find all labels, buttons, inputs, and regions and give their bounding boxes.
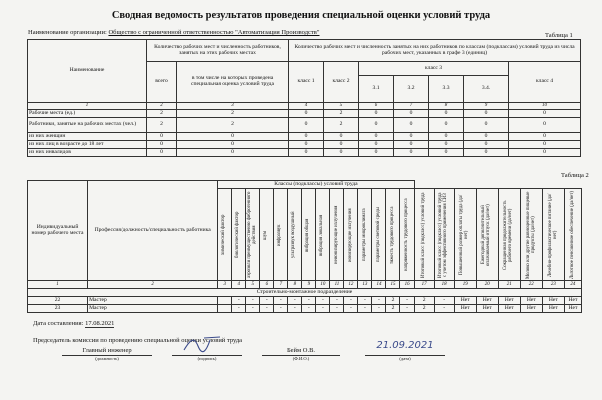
t2-col-number-17: 17 — [414, 281, 434, 289]
t1-cell: 0 — [394, 149, 429, 157]
t2-factor-header-22: Молоко или другие равноценные пищевые продукты (да/нет) — [520, 189, 542, 281]
t2-factor-header-16: напряженность трудового процесса — [400, 189, 414, 281]
t2-factor-header-3: химический фактор — [218, 189, 232, 281]
t1-row-name: из них лиц в возрасте до 18 лет — [28, 141, 147, 149]
t2-cell: - — [232, 305, 246, 313]
t2-col-number-1: 1 — [28, 281, 88, 289]
t2-factor-header-8: ультразвук воздушный — [288, 189, 302, 281]
t2-col-number-4: 4 — [232, 281, 246, 289]
t1-cell: 0 — [289, 110, 324, 118]
t1-cell: 2 — [324, 110, 359, 118]
signature-mark — [180, 334, 230, 356]
t2-factor-header-12: ионизирующие излучения — [344, 189, 358, 281]
t2-factor-header-13: параметры микроклимата — [358, 189, 372, 281]
t2-cell: - — [302, 305, 316, 313]
t2-workplace-id: 23 — [28, 305, 88, 313]
t2-col-number-2: 2 — [88, 281, 218, 289]
t1-cell: 0 — [509, 110, 581, 118]
t1-cell: 0 — [394, 141, 429, 149]
t1-body — [28, 110, 581, 157]
t2-col-number-22: 22 — [520, 281, 542, 289]
t1-cell: 0 — [289, 141, 324, 149]
t1-cell: 0 — [429, 133, 464, 141]
t2-cell: Нет — [564, 297, 581, 305]
t1-row-name: Рабочие места (ед.) — [28, 110, 147, 118]
t1-cell: 0 — [464, 110, 509, 118]
t2-factor-header-18: Итоговый класс (подкласс) условий труда с учетом эффективного применения СИЗ — [434, 189, 454, 281]
t1-header-class4: класс 4 — [509, 62, 581, 103]
t2-cell: - — [434, 297, 454, 305]
t1-cell: 0 — [177, 133, 289, 141]
t1-header-3-4: 3.4. — [464, 76, 509, 103]
t1-cell: 2 — [177, 118, 289, 133]
t1-cell: 0 — [289, 149, 324, 157]
t1-cell: 0 — [289, 133, 324, 141]
t1-cell: 0 — [509, 118, 581, 133]
t2-col-number-19: 19 — [454, 281, 476, 289]
t2-cell: Нет — [476, 297, 498, 305]
table-row — [28, 118, 581, 133]
t2-col-number-10: 10 — [316, 281, 330, 289]
t2-col-number-16: 16 — [400, 281, 414, 289]
t1-header-total: всего — [147, 62, 177, 103]
t1-cell: 0 — [394, 110, 429, 118]
t2-cell: - — [372, 297, 386, 305]
t2-col-number-21: 21 — [498, 281, 520, 289]
t1-cell: 0 — [509, 133, 581, 141]
t2-cell: - — [330, 297, 344, 305]
t2-cell: - — [358, 297, 372, 305]
t2-cell: 2 — [414, 305, 434, 313]
date-line — [33, 320, 114, 328]
t2-col-number-23: 23 — [542, 281, 564, 289]
t2-factor-header-6: шум — [260, 189, 274, 281]
t2-cell: Нет — [498, 297, 520, 305]
t2-cell: Нет — [454, 297, 476, 305]
t2-column-numbers — [28, 281, 582, 289]
t1-row-name: из них женщин — [28, 133, 147, 141]
caption-date: (дата) — [399, 356, 411, 361]
t1-header-class2: класс 2 — [324, 62, 359, 103]
t2-factor-header-9: вибрация общая — [302, 189, 316, 281]
t1-cell: 0 — [464, 149, 509, 157]
t2-cell: 2 — [414, 297, 434, 305]
t2-cell: - — [358, 305, 372, 313]
t2-cell: - — [372, 305, 386, 313]
t1-cell: 0 — [429, 149, 464, 157]
t1-cell: 0 — [464, 133, 509, 141]
table-row — [28, 149, 581, 157]
t2-factor-header-19: Повышенный размер оплаты труда (да/нет) — [454, 189, 476, 281]
signature-date: 21.09.2021 — [376, 340, 434, 351]
t2-col-number-5: 5 — [246, 281, 260, 289]
t1-cell: 0 — [147, 149, 177, 157]
t2-spacer-cell — [218, 297, 232, 305]
t1-header-3-3: 3.3 — [429, 76, 464, 103]
t1-cell: 0 — [509, 141, 581, 149]
t1-cell: 0 — [394, 118, 429, 133]
t2-col-number-12: 12 — [344, 281, 358, 289]
table-row — [28, 305, 582, 313]
t2-factor-header-5: аэрозоли преимущественно фиброгенного действия — [246, 189, 260, 281]
chair-position: Главный инженер — [82, 347, 132, 354]
t2-cell: - — [316, 297, 330, 305]
t2-cell: - — [232, 297, 246, 305]
t2-profession: Мастер — [88, 305, 218, 313]
t2-col-number-3: 3 — [218, 281, 232, 289]
t1-col-number-7: 7 — [394, 103, 429, 110]
t1-cell: 2 — [147, 110, 177, 118]
t2-workplace-id: 22 — [28, 297, 88, 305]
t2-cell: Нет — [520, 305, 542, 313]
t1-col-number-2: 2 — [147, 103, 177, 110]
t2-cell: - — [302, 297, 316, 305]
t2-cell: - — [274, 297, 288, 305]
t2-factor-header-21: Сокращенная продолжительность рабочего времени (да/нет) — [498, 189, 520, 281]
t2-cell: Нет — [542, 305, 564, 313]
t1-header-3-1: 3.1 — [359, 76, 394, 103]
t2-cell: - — [260, 297, 274, 305]
t2-cell: - — [344, 305, 358, 313]
table-row — [28, 141, 581, 149]
t1-cell: 0 — [147, 133, 177, 141]
t2-cell: Нет — [498, 305, 520, 313]
t2-col-number-8: 8 — [288, 281, 302, 289]
t2-factor-header-4: биологический фактор — [232, 189, 246, 281]
t2-header-profession: Профессия/должность/специальность работника — [88, 181, 218, 281]
t2-col-number-13: 13 — [358, 281, 372, 289]
t1-cell: 0 — [359, 141, 394, 149]
t1-header-3-2: 3.2 — [394, 76, 429, 103]
t1-header-name: Наименование — [28, 40, 147, 103]
t2-body — [28, 297, 582, 313]
t2-col-number-6: 6 — [260, 281, 274, 289]
t2-cell: - — [400, 305, 414, 313]
t2-cell: - — [274, 305, 288, 313]
date-label: Дата составления: — [33, 320, 84, 327]
t2-factor-header-20: Ежегодный дополнительный оплачиваемый отпуск (да/нет) — [476, 189, 498, 281]
t1-cell: 0 — [464, 118, 509, 133]
t2-cell: - — [246, 305, 260, 313]
caption-sign: (подпись) — [197, 356, 217, 361]
t1-header-class3: класс 3 — [359, 62, 509, 76]
t2-cell: Нет — [520, 297, 542, 305]
t1-header-included: в том числе на которых проведена специальная оценка условий труда — [177, 62, 289, 103]
workplace-table — [27, 180, 582, 313]
table-row — [28, 133, 581, 141]
t2-cell: Нет — [476, 305, 498, 313]
t2-cell: - — [288, 297, 302, 305]
t1-col-number-6: 6 — [359, 103, 394, 110]
t2-cell: 2 — [386, 305, 400, 313]
t1-cell: 0 — [359, 110, 394, 118]
table-row — [28, 297, 582, 305]
t1-row-name: Работники, занятые на рабочих местах (чел.) — [28, 118, 147, 133]
t2-cell: - — [246, 297, 260, 305]
chair-name: Бейм О.В. — [286, 347, 316, 354]
t1-cell: 0 — [324, 141, 359, 149]
t1-cell: 0 — [359, 118, 394, 133]
t1-col-number-4: 4 — [289, 103, 324, 110]
t2-cell: - — [344, 297, 358, 305]
t1-cell: 0 — [177, 141, 289, 149]
t1-cell: 0 — [429, 141, 464, 149]
table2-label: Таблица 2 — [561, 172, 589, 179]
chair-label: Председатель комиссии по проведению специальной оценки условий труда — [33, 337, 243, 344]
t1-cell: 0 — [429, 118, 464, 133]
t2-col-number-18: 18 — [434, 281, 454, 289]
t2-cell: Нет — [542, 297, 564, 305]
t2-cell: - — [288, 305, 302, 313]
t1-cell: 2 — [147, 118, 177, 133]
table1-label: Таблица 1 — [545, 32, 573, 39]
t2-header-id: Индивидуальный номер рабочего места — [28, 181, 88, 281]
t1-col-number-10: 10 — [509, 103, 581, 110]
t2-cell: - — [400, 297, 414, 305]
t1-column-numbers — [28, 103, 581, 110]
t1-row-name: из них инвалидов — [28, 149, 147, 157]
t1-header-classes: Количество рабочих мест и численность занятых на них работников по классам (подклассам) условий труда из числа рабочих мест, указанных в графе 3 (единиц) — [289, 40, 581, 62]
t2-factor-header-11: неионизирующие излучения — [330, 189, 344, 281]
t1-cell: 2 — [177, 110, 289, 118]
organization-line — [28, 29, 319, 36]
document-title: Сводная ведомость результатов проведения специальной оценки условий труда — [111, 10, 491, 21]
t1-cell: 0 — [289, 118, 324, 133]
t1-cell: 0 — [324, 149, 359, 157]
t1-cell: 0 — [147, 141, 177, 149]
t2-section-title: Строительно-монтажное подразделение — [28, 289, 582, 297]
table-row — [28, 110, 581, 118]
t2-profession: Мастер — [88, 297, 218, 305]
t2-col-number-24: 24 — [564, 281, 581, 289]
t2-cell: - — [330, 305, 344, 313]
summary-table — [27, 39, 581, 157]
t2-cell: Нет — [454, 305, 476, 313]
t2-spacer-cell — [218, 305, 232, 313]
t2-factor-header-23: Лечебно-профилактическое питание (да/нет) — [542, 189, 564, 281]
t2-factor-header-24: Льготное пенсионное обеспечение (да/нет) — [564, 189, 581, 281]
t1-col-number-8: 8 — [429, 103, 464, 110]
t2-cell: - — [260, 305, 274, 313]
t2-cell: - — [434, 305, 454, 313]
date-value: 17.08.2021 — [85, 320, 115, 327]
t1-col-number-3: 3 — [177, 103, 289, 110]
t2-factor-header-14: параметры световой среды — [372, 189, 386, 281]
t1-cell: 0 — [324, 133, 359, 141]
t1-cell: 0 — [177, 149, 289, 157]
t2-col-number-11: 11 — [330, 281, 344, 289]
t2-factor-header-10: вибрация локальная — [316, 189, 330, 281]
t1-cell: 0 — [394, 133, 429, 141]
t1-col-number-1: 1 — [28, 103, 147, 110]
t2-col-number-14: 14 — [372, 281, 386, 289]
t2-factor-header-7: инфразвук — [274, 189, 288, 281]
t1-cell: 0 — [429, 110, 464, 118]
t2-col-number-9: 9 — [302, 281, 316, 289]
caption-fio: (Ф.И.О.) — [292, 356, 310, 361]
t2-cell: 2 — [386, 297, 400, 305]
organization-name: Общество с ограниченной ответственностью "Автоматизация Производств" — [108, 29, 320, 36]
t1-cell: 0 — [509, 149, 581, 157]
t1-col-number-5: 5 — [324, 103, 359, 110]
t1-header-class1: класс 1 — [289, 62, 324, 103]
t1-header-count: Количество рабочих мест и численность работников, занятых на этих рабочих местах — [147, 40, 289, 62]
t1-col-number-9: 9 — [464, 103, 509, 110]
caption-position: (должность) — [95, 356, 119, 361]
t2-col-number-15: 15 — [386, 281, 400, 289]
t2-header-classes: Классы (подклассы) условий труда — [218, 181, 414, 189]
t2-factor-header-17: Итоговый класс (подкласс) условий труда — [414, 189, 434, 281]
t1-cell: 0 — [464, 141, 509, 149]
t1-cell: 0 — [359, 133, 394, 141]
t2-col-number-7: 7 — [274, 281, 288, 289]
t2-factor-header-15: тяжесть трудового процесса — [386, 189, 400, 281]
t1-cell: 2 — [324, 118, 359, 133]
t2-cell: - — [316, 305, 330, 313]
t1-cell: 0 — [359, 149, 394, 157]
t2-col-number-20: 20 — [476, 281, 498, 289]
t2-cell: Нет — [564, 305, 581, 313]
organization-label: Наименование организации: — [28, 29, 107, 36]
